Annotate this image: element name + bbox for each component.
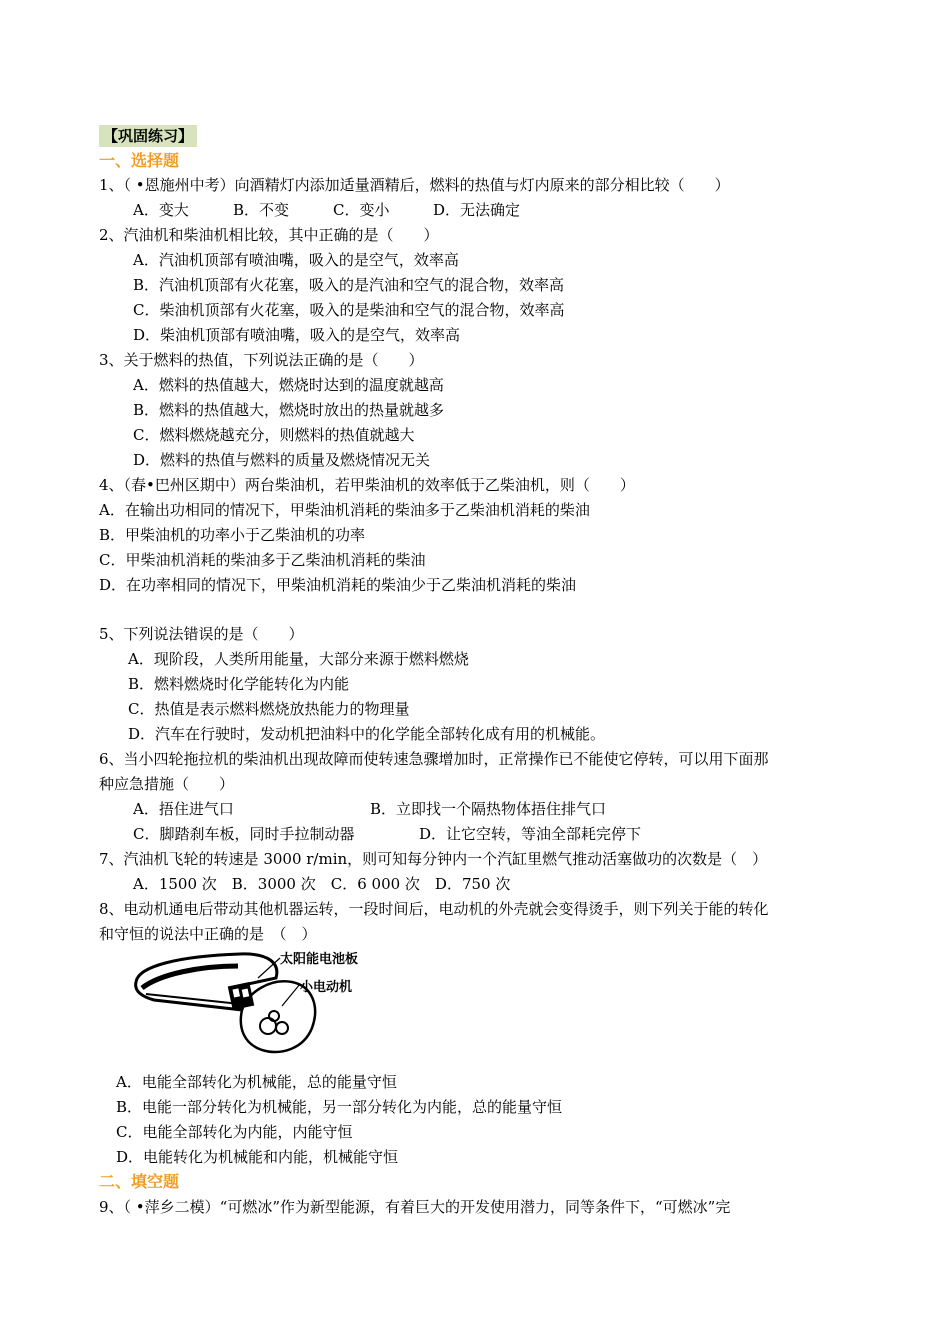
question-2-option-c: C．柴油机顶部有火花塞，吸入的是柴油和空气的混合物，效率高 [133, 301, 565, 319]
question-6-option-c: C．脚踏刹车板，同时手拉制动器 [133, 825, 355, 843]
question-1-option-a: A．变大 [133, 201, 189, 219]
question-6-option-b: B．立即找一个隔热物体捂住排气口 [370, 800, 607, 818]
question-9-stem: 9、（ •萍乡二模）“可燃冰”作为新型能源，有着巨大的开发使用潜力，同等条件下，“可燃冰”完 [99, 1198, 731, 1216]
question-3-option-a: A．燃料的热值越大，燃烧时达到的温度就越高 [133, 376, 444, 394]
question-6-stem-line1: 6、当小四轮拖拉机的柴油机出现故障而使转速急骤增加时，正常操作已不能使它停转，可以用下面那 [99, 750, 769, 768]
question-4-option-c: C．甲柴油机消耗的柴油多于乙柴油机消耗的柴油 [99, 551, 426, 569]
question-3-option-c: C．燃料燃烧越充分，则燃料的热值就越大 [133, 426, 415, 444]
question-3-stem: 3、关于燃料的热值，下列说法正确的是（ ） [99, 351, 424, 369]
figure-label-small-motor: 小电动机 [300, 980, 353, 995]
question-7-stem: 7、汽油机飞轮的转速是 3000 r/min，则可知每分钟内一个汽缸里燃气推动活塞做功的次数是（ ） [99, 850, 768, 868]
question-4-option-d: D．在功率相同的情况下，甲柴油机消耗的柴油少于乙柴油机消耗的柴油 [99, 576, 577, 594]
figure-label-solar-panel: 太阳能电池板 [280, 952, 359, 967]
question-8-option-d: D．电能转化为机械能和内能，机械能守恒 [116, 1148, 399, 1166]
question-5-stem: 5、下列说法错误的是（ ） [99, 625, 304, 643]
question-5-option-b: B．燃料燃烧时化学能转化为内能 [128, 675, 350, 693]
question-5-option-a: A．现阶段，人类所用能量，大部分来源于燃料燃烧 [128, 650, 469, 668]
question-3-option-b: B．燃料的热值越大，燃烧时放出的热量就越多 [133, 401, 445, 419]
question-8-option-a: A．电能全部转化为机械能，总的能量守恒 [116, 1073, 397, 1091]
section-heading-choice: 一、选择题 [99, 151, 180, 170]
question-7-options: A．1500 次 B．3000 次 C．6 000 次 D．750 次 [133, 875, 511, 893]
question-2-option-b: B．汽油机顶部有火花塞，吸入的是汽油和空气的混合物，效率高 [133, 276, 565, 294]
question-1-option-c: C．变小 [333, 201, 390, 219]
exercise-header-tag: 【巩固练习】 [99, 125, 197, 147]
question-8-option-b: B．电能一部分转化为机械能，另一部分转化为内能，总的能量守恒 [116, 1098, 563, 1116]
question-6-option-a: A．捂住进气口 [133, 800, 234, 818]
question-2-option-d: D．柴油机顶部有喷油嘴，吸入的是空气，效率高 [133, 326, 461, 344]
question-8-stem-line2: 和守恒的说法中正确的是 （ ） [99, 925, 317, 943]
question-2-stem: 2、汽油机和柴油机相比较，其中正确的是（ ） [99, 226, 439, 244]
solar-car-figure [130, 944, 380, 1064]
question-6-option-d: D．让它空转，等油全部耗完停下 [419, 825, 642, 843]
question-4-stem: 4、（春•巴州区期中）两台柴油机，若甲柴油机的效率低于乙柴油机，则（ ） [99, 476, 635, 494]
question-2-option-a: A．汽油机顶部有喷油嘴，吸入的是空气，效率高 [133, 251, 459, 269]
question-1-option-d: D．无法确定 [433, 201, 521, 219]
question-8-option-c: C．电能全部转化为内能，内能守恒 [116, 1123, 353, 1141]
question-8-stem-line1: 8、电动机通电后带动其他机器运转，一段时间后，电动机的外壳就会变得烫手，则下列关于能的转化 [99, 900, 769, 918]
question-4-option-a: A．在输出功相同的情况下，甲柴油机消耗的柴油多于乙柴油机消耗的柴油 [99, 501, 590, 519]
question-4-option-b: B．甲柴油机的功率小于乙柴油机的功率 [99, 526, 366, 544]
question-5-option-d: D．汽车在行驶时，发动机把油料中的化学能全部转化成有用的机械能。 [128, 725, 606, 743]
section-heading-fill-blank: 二、填空题 [99, 1172, 180, 1191]
question-1-option-b: B．不变 [233, 201, 290, 219]
question-3-option-d: D．燃料的热值与燃料的质量及燃烧情况无关 [133, 451, 431, 469]
question-5-option-c: C．热值是表示燃料燃烧放热能力的物理量 [128, 700, 410, 718]
question-6-stem-line2: 种应急措施（ ） [99, 775, 235, 793]
question-1-stem: 1、（ •恩施州中考）向酒精灯内添加适量酒精后，燃料的热值与灯内原来的部分相比较（ ） [99, 176, 730, 194]
